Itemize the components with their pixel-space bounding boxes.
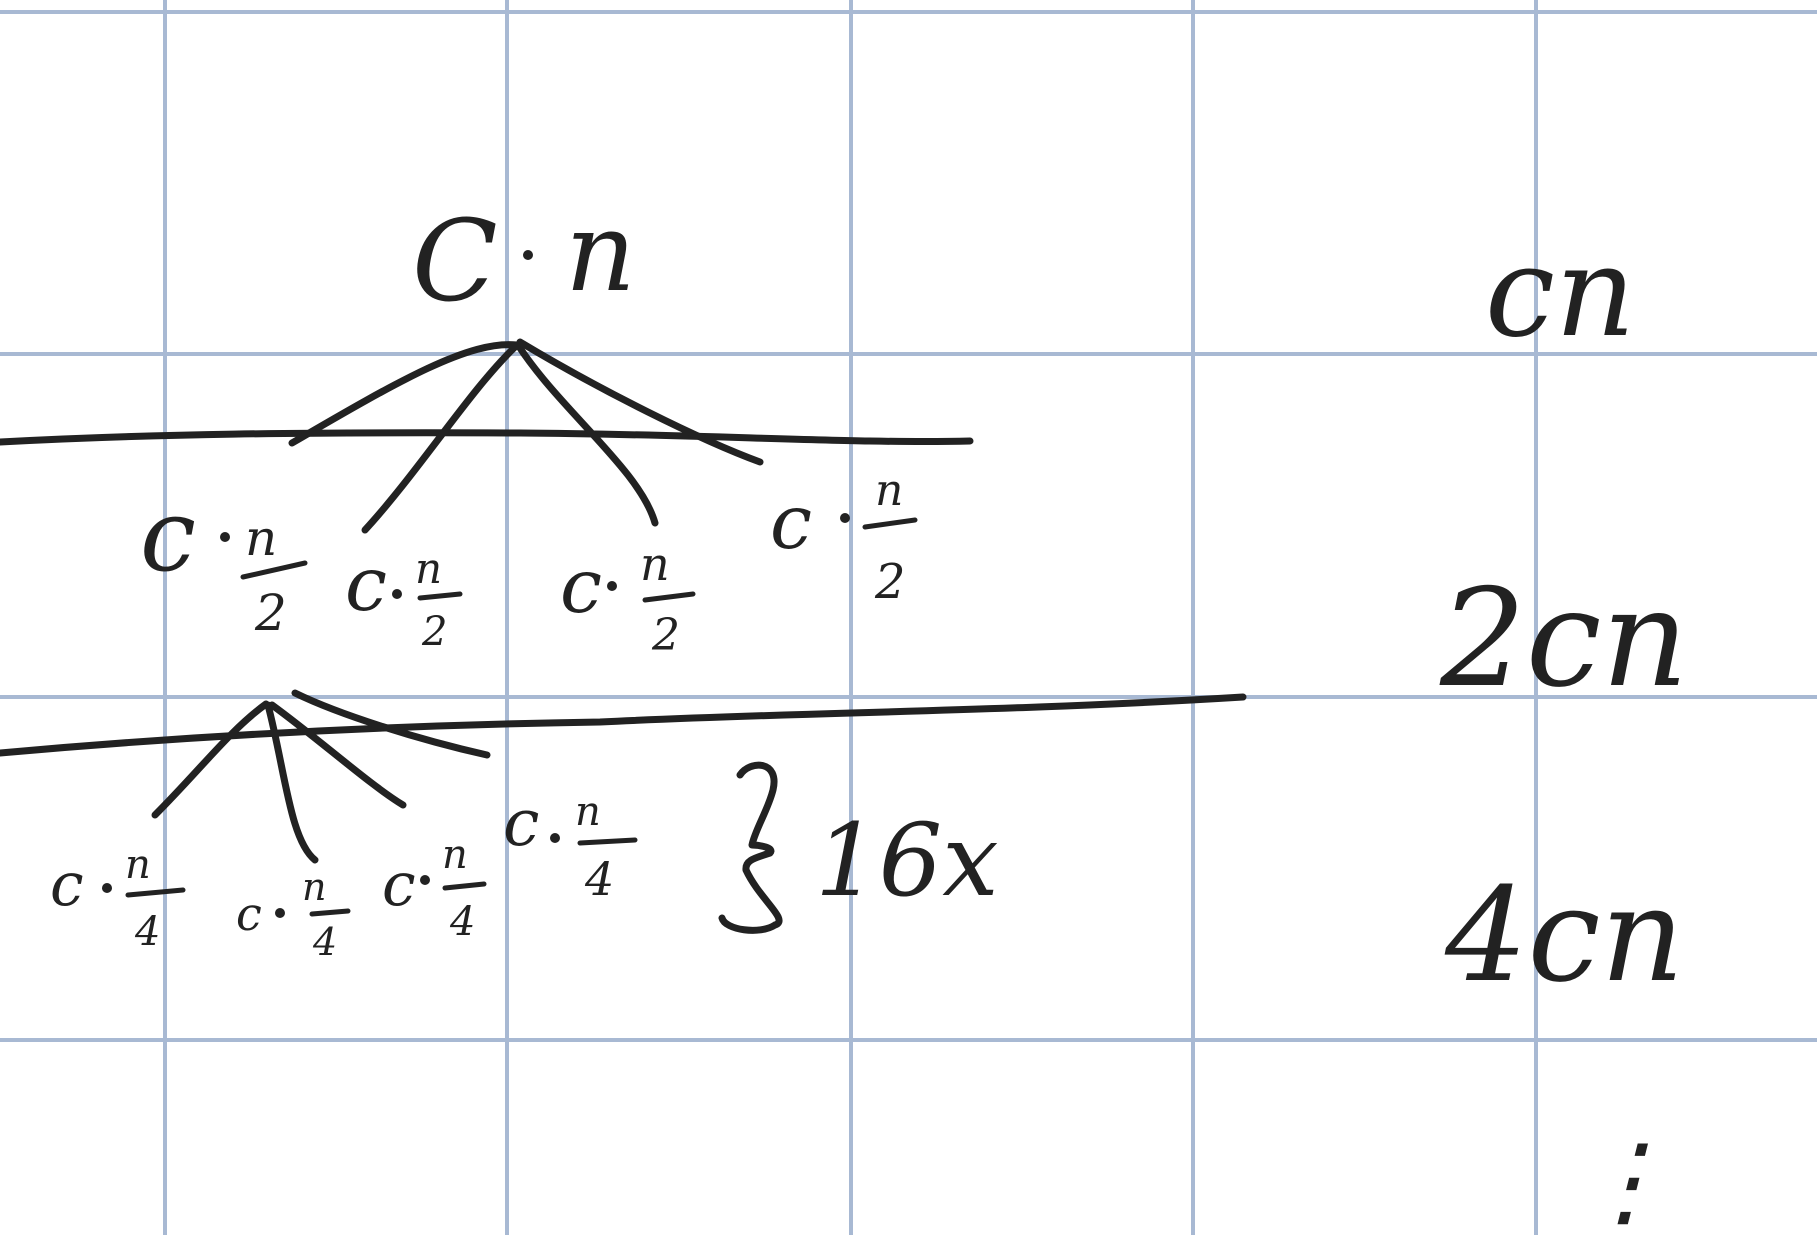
root-c: C bbox=[412, 197, 498, 327]
svg-text:n: n bbox=[875, 465, 904, 516]
root-node bbox=[412, 188, 636, 327]
level-1-separator bbox=[0, 433, 970, 442]
cost-row-2: 2cn bbox=[1440, 560, 1689, 717]
level-2-node-2 bbox=[236, 865, 348, 964]
node-count-annotation bbox=[722, 765, 999, 930]
svg-text:n: n bbox=[302, 865, 327, 909]
svg-text:c: c bbox=[503, 786, 540, 861]
cost-row-1: cn bbox=[1485, 220, 1636, 365]
svg-text:c: c bbox=[345, 540, 388, 628]
svg-text:n: n bbox=[640, 537, 670, 591]
level-1-node-2 bbox=[345, 540, 460, 655]
svg-text:2: 2 bbox=[255, 584, 287, 642]
continuation-dots: ⋮ bbox=[1575, 1122, 1675, 1235]
svg-text:c: c bbox=[770, 478, 813, 566]
svg-text:c: c bbox=[50, 850, 84, 920]
svg-text:n: n bbox=[245, 509, 278, 567]
level-1-node-4 bbox=[770, 465, 915, 610]
svg-text:2: 2 bbox=[652, 610, 680, 661]
count-16x: 16x bbox=[815, 802, 999, 919]
svg-text:c: c bbox=[236, 887, 262, 941]
svg-text:4: 4 bbox=[135, 909, 161, 955]
svg-text:2: 2 bbox=[875, 554, 906, 610]
level-2-node-3 bbox=[382, 832, 484, 945]
level-1-node-3 bbox=[560, 537, 693, 661]
root-n: n bbox=[565, 188, 636, 316]
level-2-node-4 bbox=[503, 786, 635, 906]
svg-text:4: 4 bbox=[450, 899, 476, 945]
level-2-separator bbox=[0, 697, 1243, 753]
cost-row-3: 4cn bbox=[1445, 859, 1685, 1011]
svg-text:n: n bbox=[442, 832, 468, 878]
svg-text:c: c bbox=[560, 542, 603, 630]
svg-text:4: 4 bbox=[313, 920, 338, 964]
level-1-branches bbox=[155, 693, 487, 860]
svg-text:2: 2 bbox=[422, 609, 448, 655]
brace-icon bbox=[722, 765, 779, 930]
level-costs bbox=[1439, 220, 1688, 1235]
svg-text:n: n bbox=[125, 842, 151, 888]
svg-text:c: c bbox=[382, 850, 416, 920]
svg-text:4: 4 bbox=[585, 852, 615, 906]
svg-text:n: n bbox=[415, 544, 443, 593]
svg-text:n: n bbox=[575, 789, 601, 835]
svg-text:c: c bbox=[140, 477, 197, 594]
